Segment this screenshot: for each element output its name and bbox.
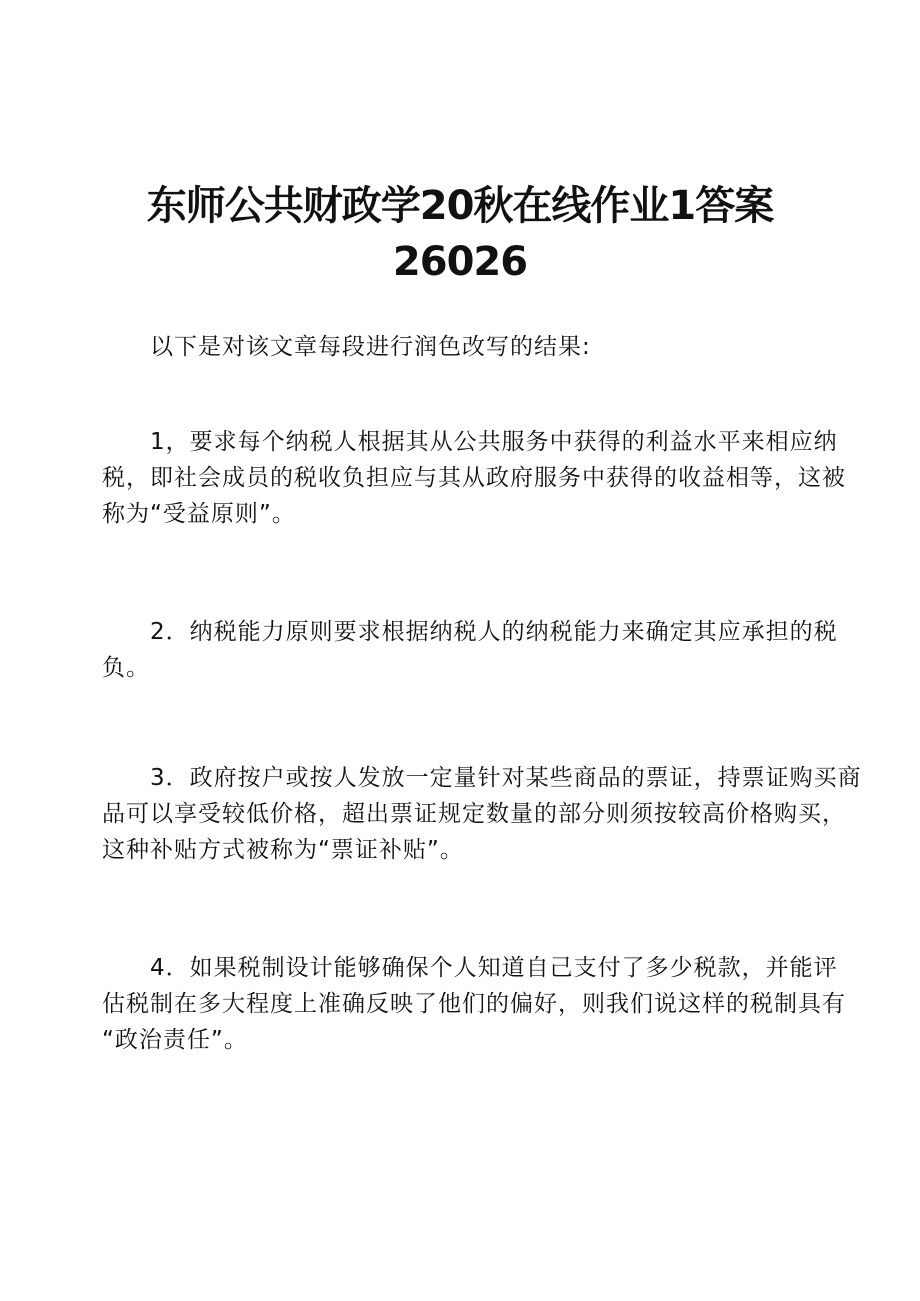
paragraph-2 bbox=[102, 614, 838, 686]
title-line-2: 26026 bbox=[392, 239, 528, 285]
paragraph-line: 负。 bbox=[102, 655, 150, 681]
paragraph-line: 2．纳税能力原则要求根据纳税人的纳税能力来确定其应承担的税 bbox=[150, 619, 838, 645]
paragraph-line: 税，即社会成员的税收负担应与其从政府服务中获得的收益相等，这被 bbox=[102, 465, 846, 491]
paragraph-line: 估税制在多大程度上准确反映了他们的偏好，则我们说这样的税制具有 bbox=[102, 991, 846, 1017]
paragraph-line: 4．如果税制设计能够确保个人知道自己支付了多少税款，并能评 bbox=[150, 955, 838, 981]
paragraph-line: “政治责任”。 bbox=[102, 1027, 248, 1053]
paragraph-line: 1，要求每个纳税人根据其从公共服务中获得的利益水平来相应纳 bbox=[150, 429, 838, 455]
paragraph-line: 称为“受益原则”。 bbox=[102, 501, 296, 527]
intro-text: 以下是对该文章每段进行润色改写的结果: bbox=[150, 334, 591, 360]
paragraph-line: 这种补贴方式被称为“票证补贴”。 bbox=[102, 837, 464, 863]
paragraph-line: 品可以享受较低价格，超出票证规定数量的部分则须按较高价格购买， bbox=[102, 801, 846, 827]
title-line-1: 东师公共财政学20秋在线作业1答案 bbox=[146, 183, 774, 229]
paragraph-3 bbox=[102, 760, 862, 868]
paragraph-4 bbox=[102, 950, 846, 1058]
paragraph-1 bbox=[102, 424, 846, 532]
document-title bbox=[120, 178, 800, 290]
paragraph-line: 3．政府按户或按人发放一定量针对某些商品的票证，持票证购买商 bbox=[150, 765, 862, 791]
